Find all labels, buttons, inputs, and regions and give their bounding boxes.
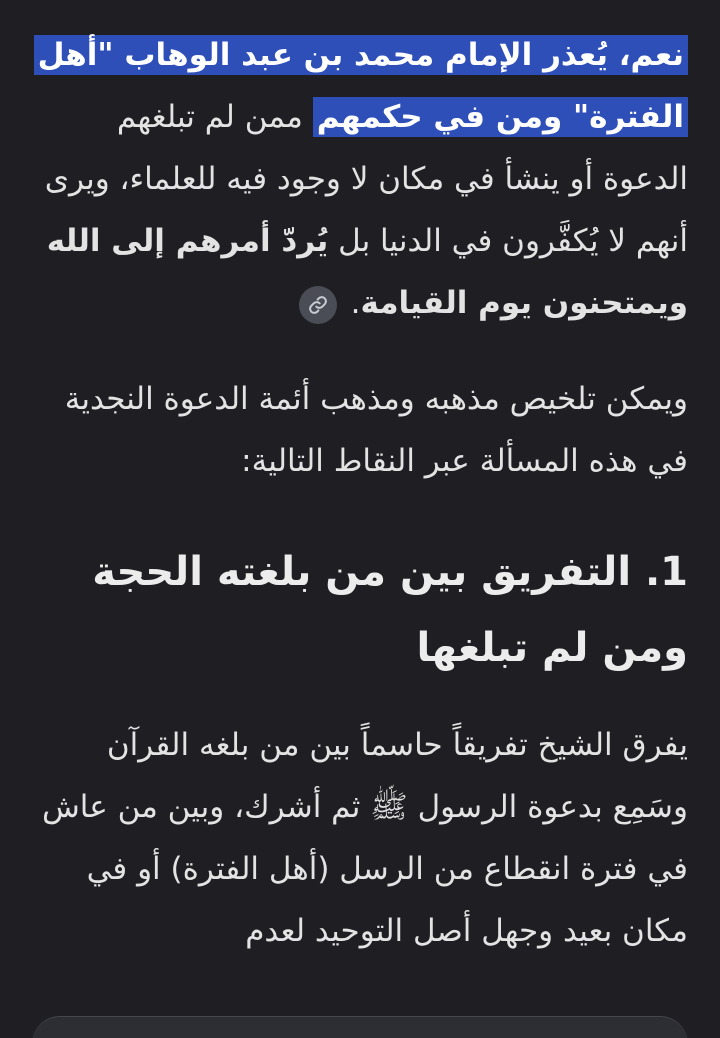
paragraph-intro-end: . xyxy=(350,285,361,321)
section-heading: 1. التفريق بين من بلغته الحجة ومن لم تبلغها xyxy=(92,549,688,671)
input-panel-edge[interactable] xyxy=(32,1016,688,1038)
response-content xyxy=(32,24,688,962)
highlighted-text-line1[interactable]: نعم، يُعذر الإمام محمد بن عبد الوهاب "أهل xyxy=(34,35,688,75)
paragraph-body: يفرق الشيخ تفريقاً حاسماً بين من بلغه القرآن وسَمِع بدعوة الرسول ﷺ ثم أشرك، وبين من عاش في فترة انقطاع من الرسل (أهل الفترة) أو في مكان بعيد وجهل أصل التوحيد لعدم xyxy=(41,727,688,949)
highlighted-text-line2[interactable]: الفترة" ومن في حكمهم xyxy=(313,97,688,137)
paragraph-intro-text: ممن لم تبلغهم الدعوة أو ينشأ في مكان لا وجود فيه للعلماء، ويرى أنهم لا يُكفَّرون في الدنيا بل xyxy=(44,99,688,259)
paragraph-intro xyxy=(32,24,688,334)
paragraph-summary: ويمكن تلخيص مذهبه ومذهب أئمة الدعوة النجدية في هذه المسألة عبر النقاط التالية: xyxy=(64,381,688,479)
paragraph-intro-bold: يُردّ أمرهم إلى الله ويمتحنون يوم القيامة xyxy=(46,223,688,321)
link-icon[interactable] xyxy=(299,286,337,324)
